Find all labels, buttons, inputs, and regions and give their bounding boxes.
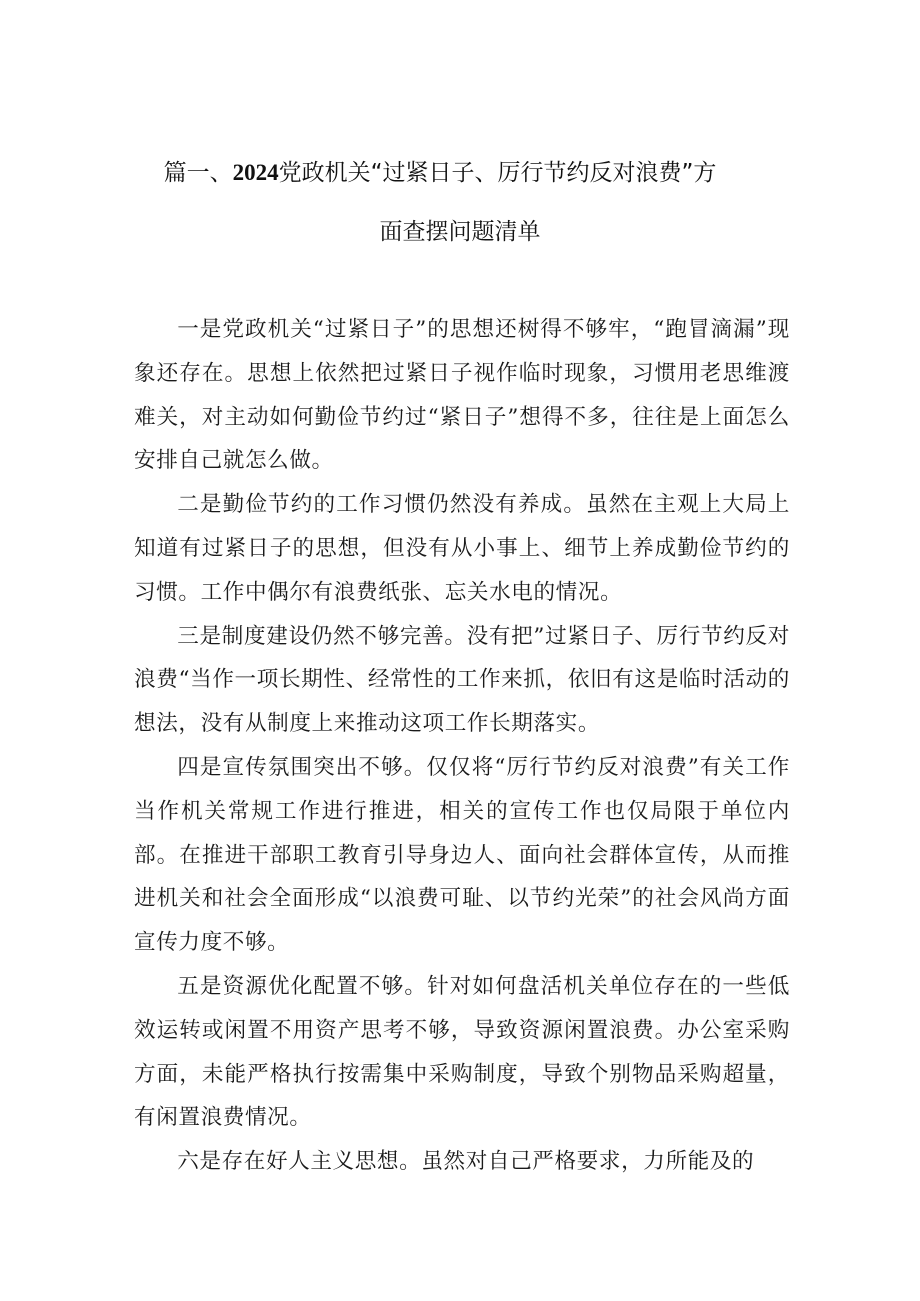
paragraph-1: 一是党政机关“过紧日子”的思想还树得不够牢，“跑冒滴漏”现象还存在。思想上依然把过紧日子视作临时现象，习惯用老思维渡难关，对主动如何勤俭节约过“紧日子”想得不多，往往是上面怎么安排自己就怎么做。	[134, 317, 790, 474]
paragraph-4: 四是宣传氛围突出不够。仅仅将“厉行节约反对浪费”有关工作当作机关常规工作进行推进，相关的宣传工作也仅局限于单位内部。在推进干部职工教育引导身边人、面向社会群体宣传，从而推进机关和社会全面形成“以浪费可耻、以节约光荣”的社会风尚方面宣传力度不够。	[134, 754, 790, 956]
title-line-1-rest: 党政机关“过紧日子、厉行节约反对浪费”方	[278, 160, 717, 186]
document-title-line-1	[0, 154, 920, 187]
paragraph-6: 六是存在好人主义思想。虽然对自己严格要求，力所能及的	[177, 1149, 755, 1175]
document-title-line-2: 面查摆问题清单	[379, 219, 541, 245]
paragraph-3: 三是制度建设仍然不够完善。没有把”过紧日子、厉行节约反对浪费“当作一项长期性、经常性的工作来抓，依旧有这是临时活动的想法，没有从制度上来推动这项工作长期落实。	[134, 623, 790, 737]
document-body	[134, 308, 790, 1184]
title-year: 2024	[232, 160, 279, 185]
paragraph-2: 二是勤俭节约的工作习惯仍然没有养成。虽然在主观上大局上知道有过紧日子的思想，但没有从小事上、细节上养成勤俭节约的习惯。工作中偶尔有浪费纸张、忘关水电的情况。	[134, 492, 790, 605]
title-prefix: 篇一、	[163, 160, 233, 186]
paragraph-5: 五是资源优化配置不够。针对如何盘活机关单位存在的一些低效运转或闲置不用资产思考不够，导致资源闲置浪费。办公室采购方面，未能严格执行按需集中采购制度，导致个别物品采购超量，有闲置浪费情况。	[134, 973, 790, 1131]
